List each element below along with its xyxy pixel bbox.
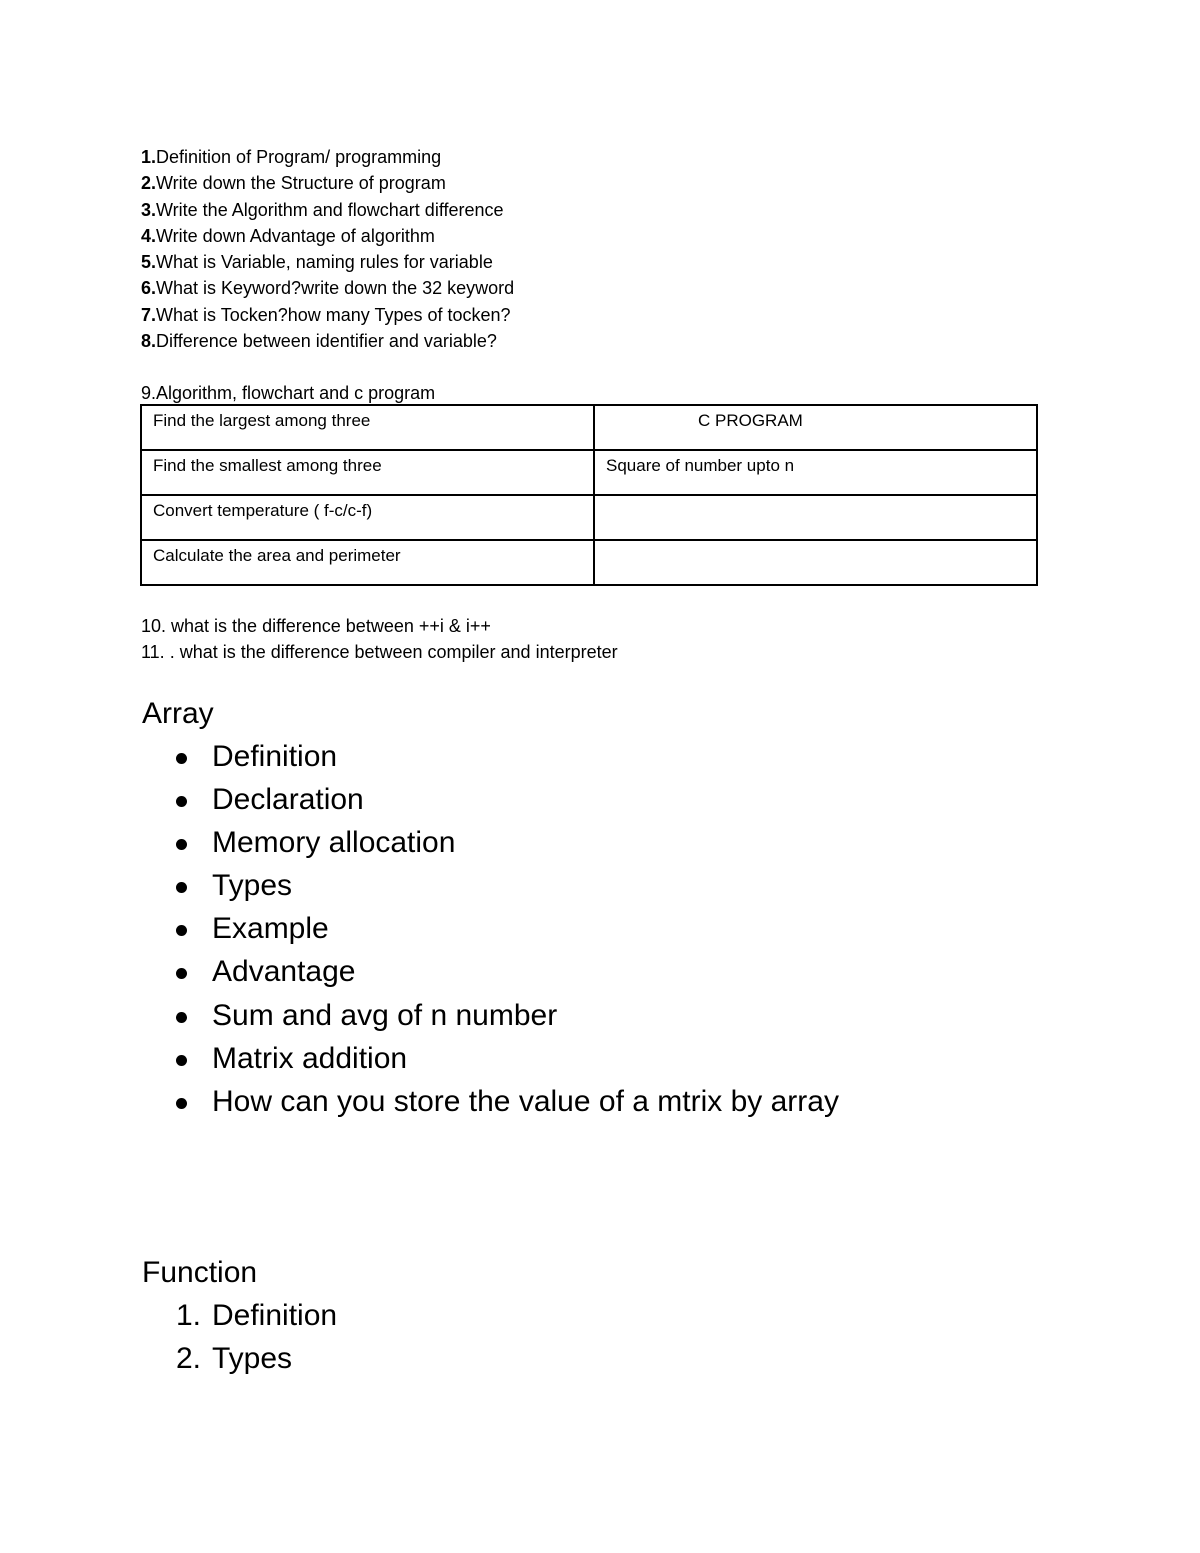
bullet-icon [176, 839, 187, 850]
question-item: 6.What is Keyword?write down the 32 keyword [141, 278, 515, 299]
table-cell: Find the smallest among three [141, 450, 594, 495]
list-item: Memory allocation [170, 822, 839, 865]
list-item: Declaration [170, 779, 839, 822]
function-topic-list [176, 1295, 337, 1381]
list-item: Sum and avg of n number [170, 995, 839, 1038]
question-item: 10. what is the difference between ++i & i++ [141, 616, 491, 636]
bullet-icon [176, 925, 187, 936]
question-item: 7.What is Tocken?how many Types of tocken? [141, 304, 511, 325]
question-item: 3.Write the Algorithm and flowchart difference [141, 199, 504, 220]
bullet-icon [176, 1055, 187, 1066]
table-row [141, 495, 1037, 540]
table-row [141, 450, 1037, 495]
list-item: Example [170, 908, 839, 951]
table-cell [594, 495, 1037, 540]
list-item: Types [170, 865, 839, 908]
question-item: 2.Write down the Structure of program [141, 173, 446, 194]
list-item: 1. Definition [176, 1299, 338, 1332]
table-cell: Calculate the area and perimeter [141, 540, 594, 585]
bullet-icon [176, 753, 187, 764]
function-heading: Function [142, 1256, 258, 1289]
bullet-icon [176, 796, 187, 807]
table-cell [594, 540, 1037, 585]
section-9-title: 9.Algorithm, flowchart and c program [141, 383, 436, 403]
array-heading: Array [142, 697, 214, 730]
table-cell: Find the largest among three [141, 405, 594, 450]
bullet-icon [176, 882, 187, 893]
table-cell: Square of number upto n [594, 450, 1037, 495]
table-row [141, 540, 1037, 585]
list-item: Advantage [170, 951, 839, 994]
question-list [141, 144, 514, 354]
question-item: 8.Difference between identifier and variable? [141, 331, 497, 352]
question-item: 4.Write down Advantage of algorithm [141, 225, 435, 246]
bullet-icon [176, 1098, 187, 1109]
question-item: 1.Definition of Program/ programming [141, 147, 442, 167]
question-item: 11. . what is the difference between compiler and interpreter [141, 642, 618, 662]
bullet-icon [176, 1012, 187, 1023]
list-item: 2. Types [176, 1342, 293, 1375]
list-item: How can you store the value of a mtrix by array [170, 1081, 839, 1124]
table-row [141, 405, 1037, 450]
bullet-icon [176, 968, 187, 979]
table-cell: Convert temperature ( f-c/c-f) [141, 495, 594, 540]
program-table [140, 404, 1038, 586]
list-item: Matrix addition [170, 1038, 839, 1081]
list-item: Definition [170, 736, 839, 779]
array-topic-list [170, 736, 839, 1124]
table-cell: C PROGRAM [594, 405, 1037, 450]
question-list-2 [141, 613, 618, 665]
question-item: 5.What is Variable, naming rules for variable [141, 252, 493, 273]
